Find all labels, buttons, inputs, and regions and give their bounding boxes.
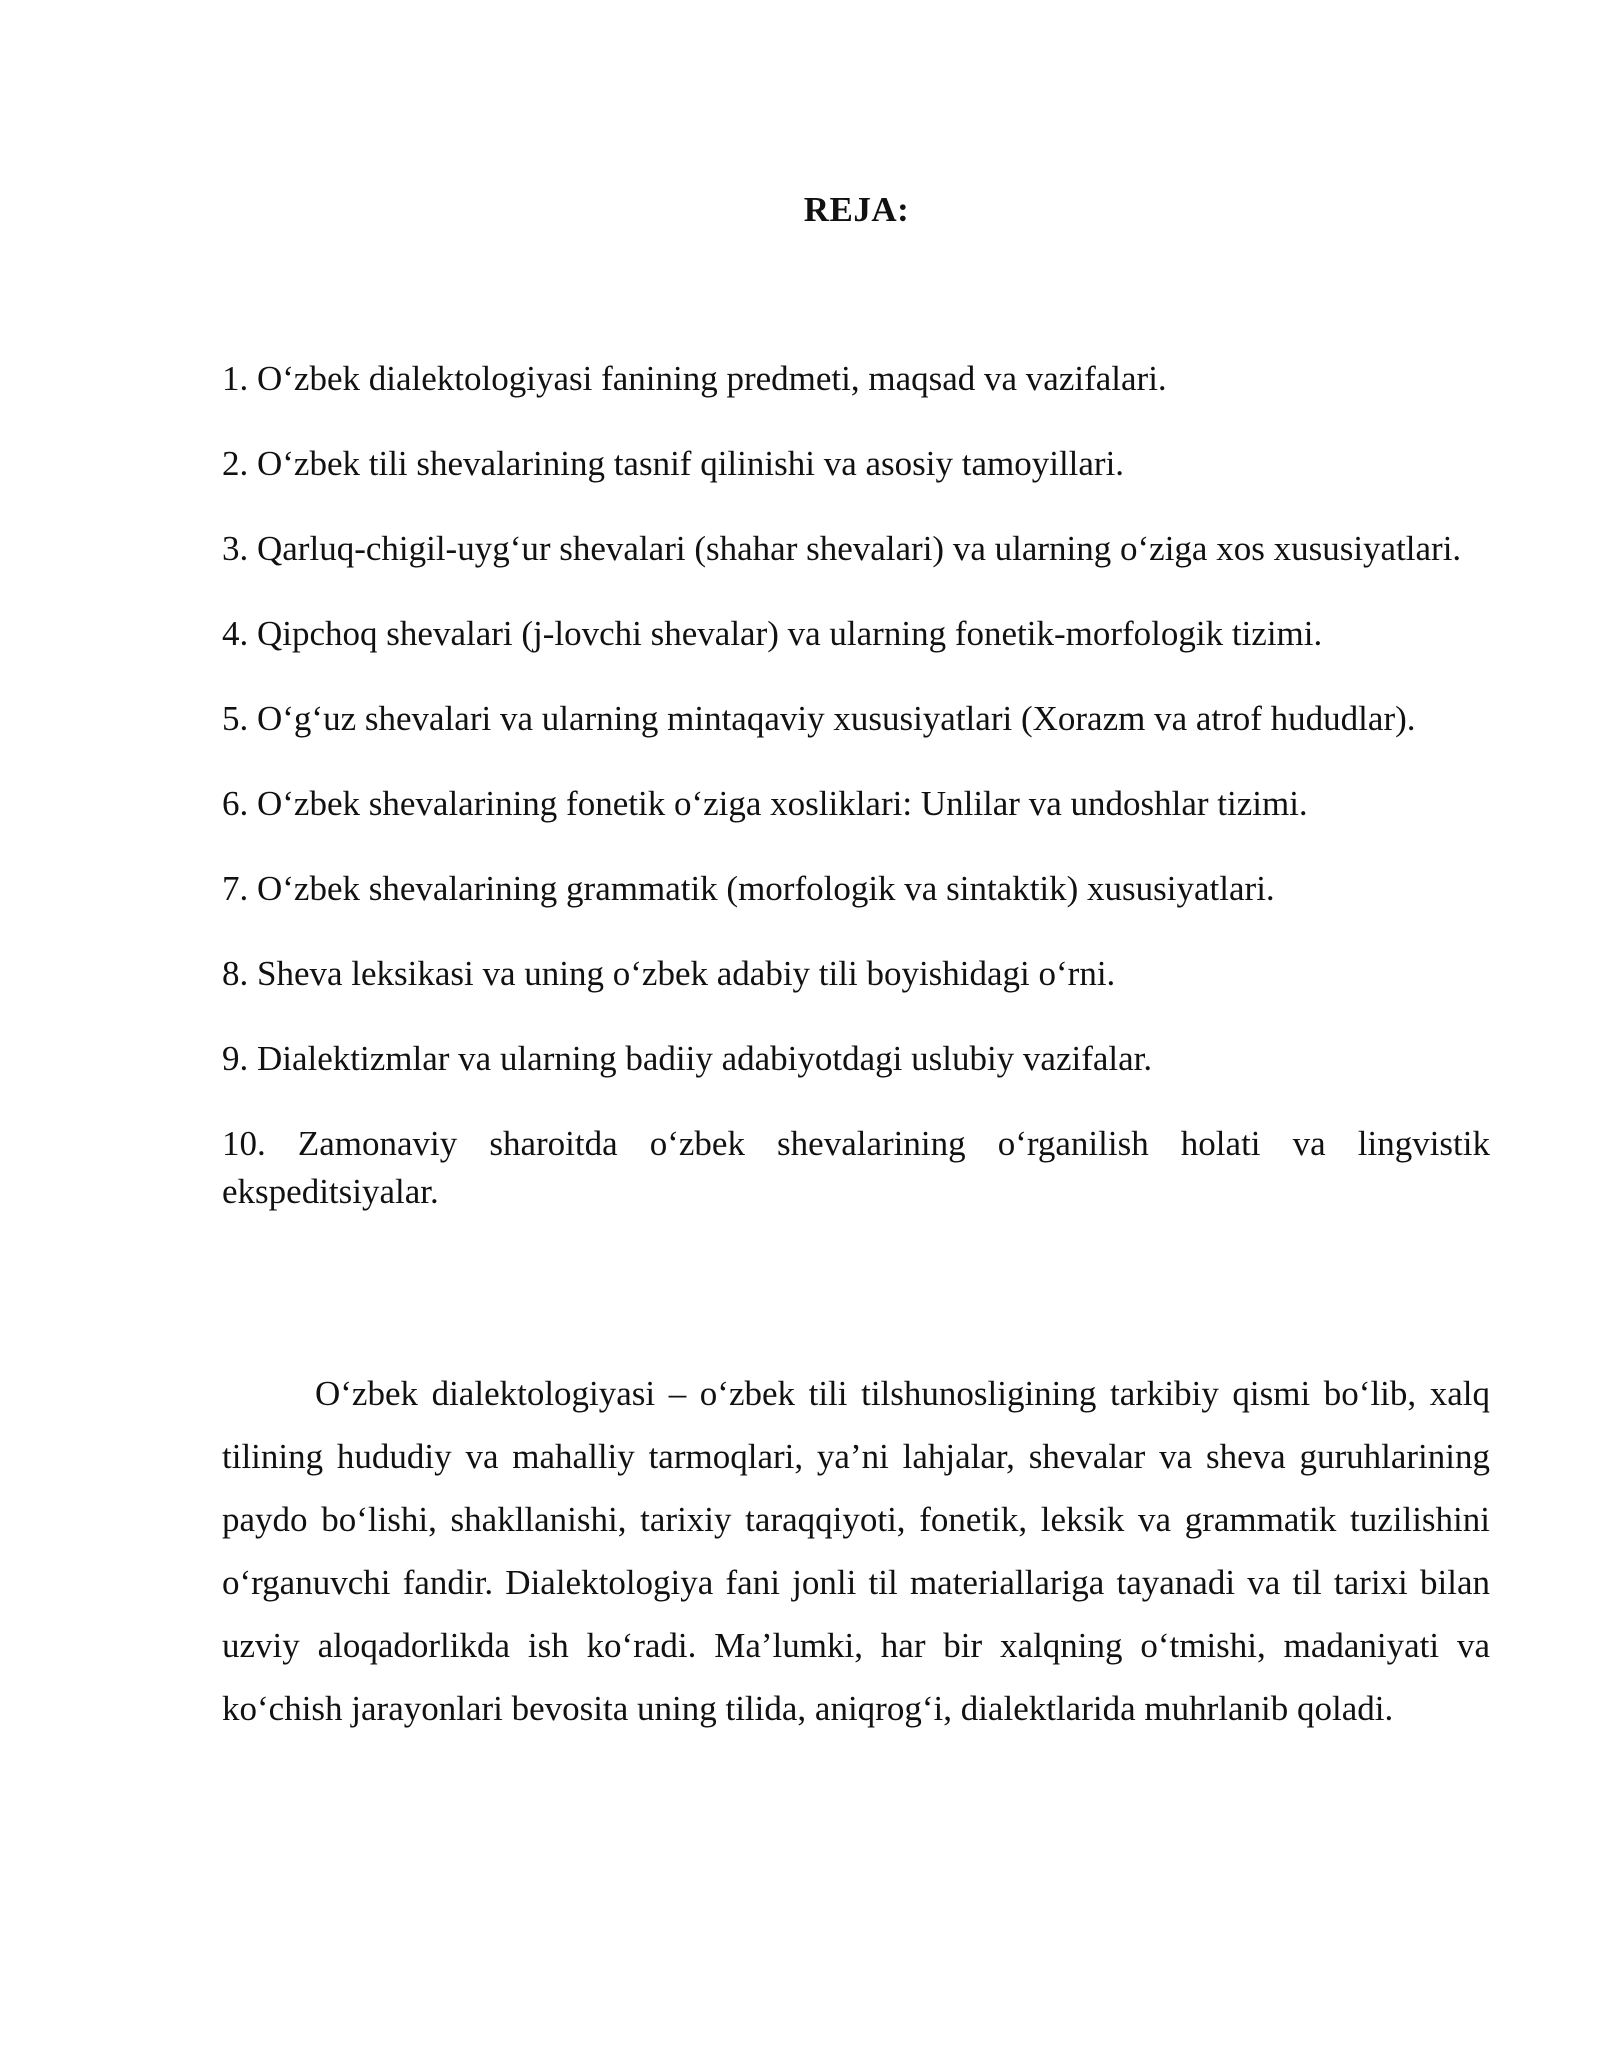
intro-paragraph: O‘zbek dialektologiyasi – o‘zbek tili tilshunosligining tarkibiy qismi bo‘lib, xalq tilining hududiy va mahalliy tarmoqlari, ya’ni lahjalar, shevalar va sheva guruhlarining paydo bo‘lishi, shakllanishi, tarixiy taraqqiyoti, fonetik, leksik va grammatik tuzilishini o‘rganuvchi fandir. Dialektologiya fani jonli til materiallariga tayanadi va til tarixi bilan uzviy aloqadorlikda ish ko‘radi. Ma’lumki, har bir xalqning o‘tmishi, madaniyati va ko‘chish jarayonlari bevosita uning tilida, aniqrog‘i, dialektlarida muhrlanib qoladi.	[222, 1374, 1490, 1728]
page-title: REJA:	[803, 190, 910, 229]
plan-item-6: 6. O‘zbek shevalarining fonetik o‘ziga xosliklari: Unlilar va undoshlar tizimi.	[222, 784, 1308, 823]
plan-item-9: 9. Dialektizmlar va ularning badiiy adabiyotdagi uslubiy vazifalar.	[222, 1039, 1153, 1078]
plan-item-7: 7. O‘zbek shevalarining grammatik (morfologik va sintaktik) xususiyatlari.	[222, 869, 1275, 908]
plan-item-8: 8. Sheva leksikasi va uning o‘zbek adabiy tili boyishidagi o‘rni.	[222, 954, 1116, 993]
plan-item-5: 5. O‘g‘uz shevalari va ularning mintaqaviy xususiyatlari (Xorazm va atrof hududlar).	[222, 699, 1416, 738]
plan-item-2: 2. O‘zbek tili shevalarining tasnif qilinishi va asosiy tamoyillari.	[222, 444, 1125, 483]
plan-list	[222, 355, 1490, 1216]
plan-item-3: 3. Qarluq-chigil-uyg‘ur shevalari (shahar shevalari) va ularning o‘ziga xos xususiyatlari.	[222, 529, 1462, 568]
plan-item-10: 10. Zamonaviy sharoitda o‘zbek shevalarining o‘rganilish holati va lingvistik ekspeditsiyalar.	[222, 1124, 1490, 1211]
plan-item-1: 1. O‘zbek dialektologiyasi fanining predmeti, maqsad va vazifalari.	[222, 359, 1167, 398]
plan-item-4: 4. Qipchoq shevalari (j-lovchi shevalar) va ularning fonetik-morfologik tizimi.	[222, 614, 1323, 653]
